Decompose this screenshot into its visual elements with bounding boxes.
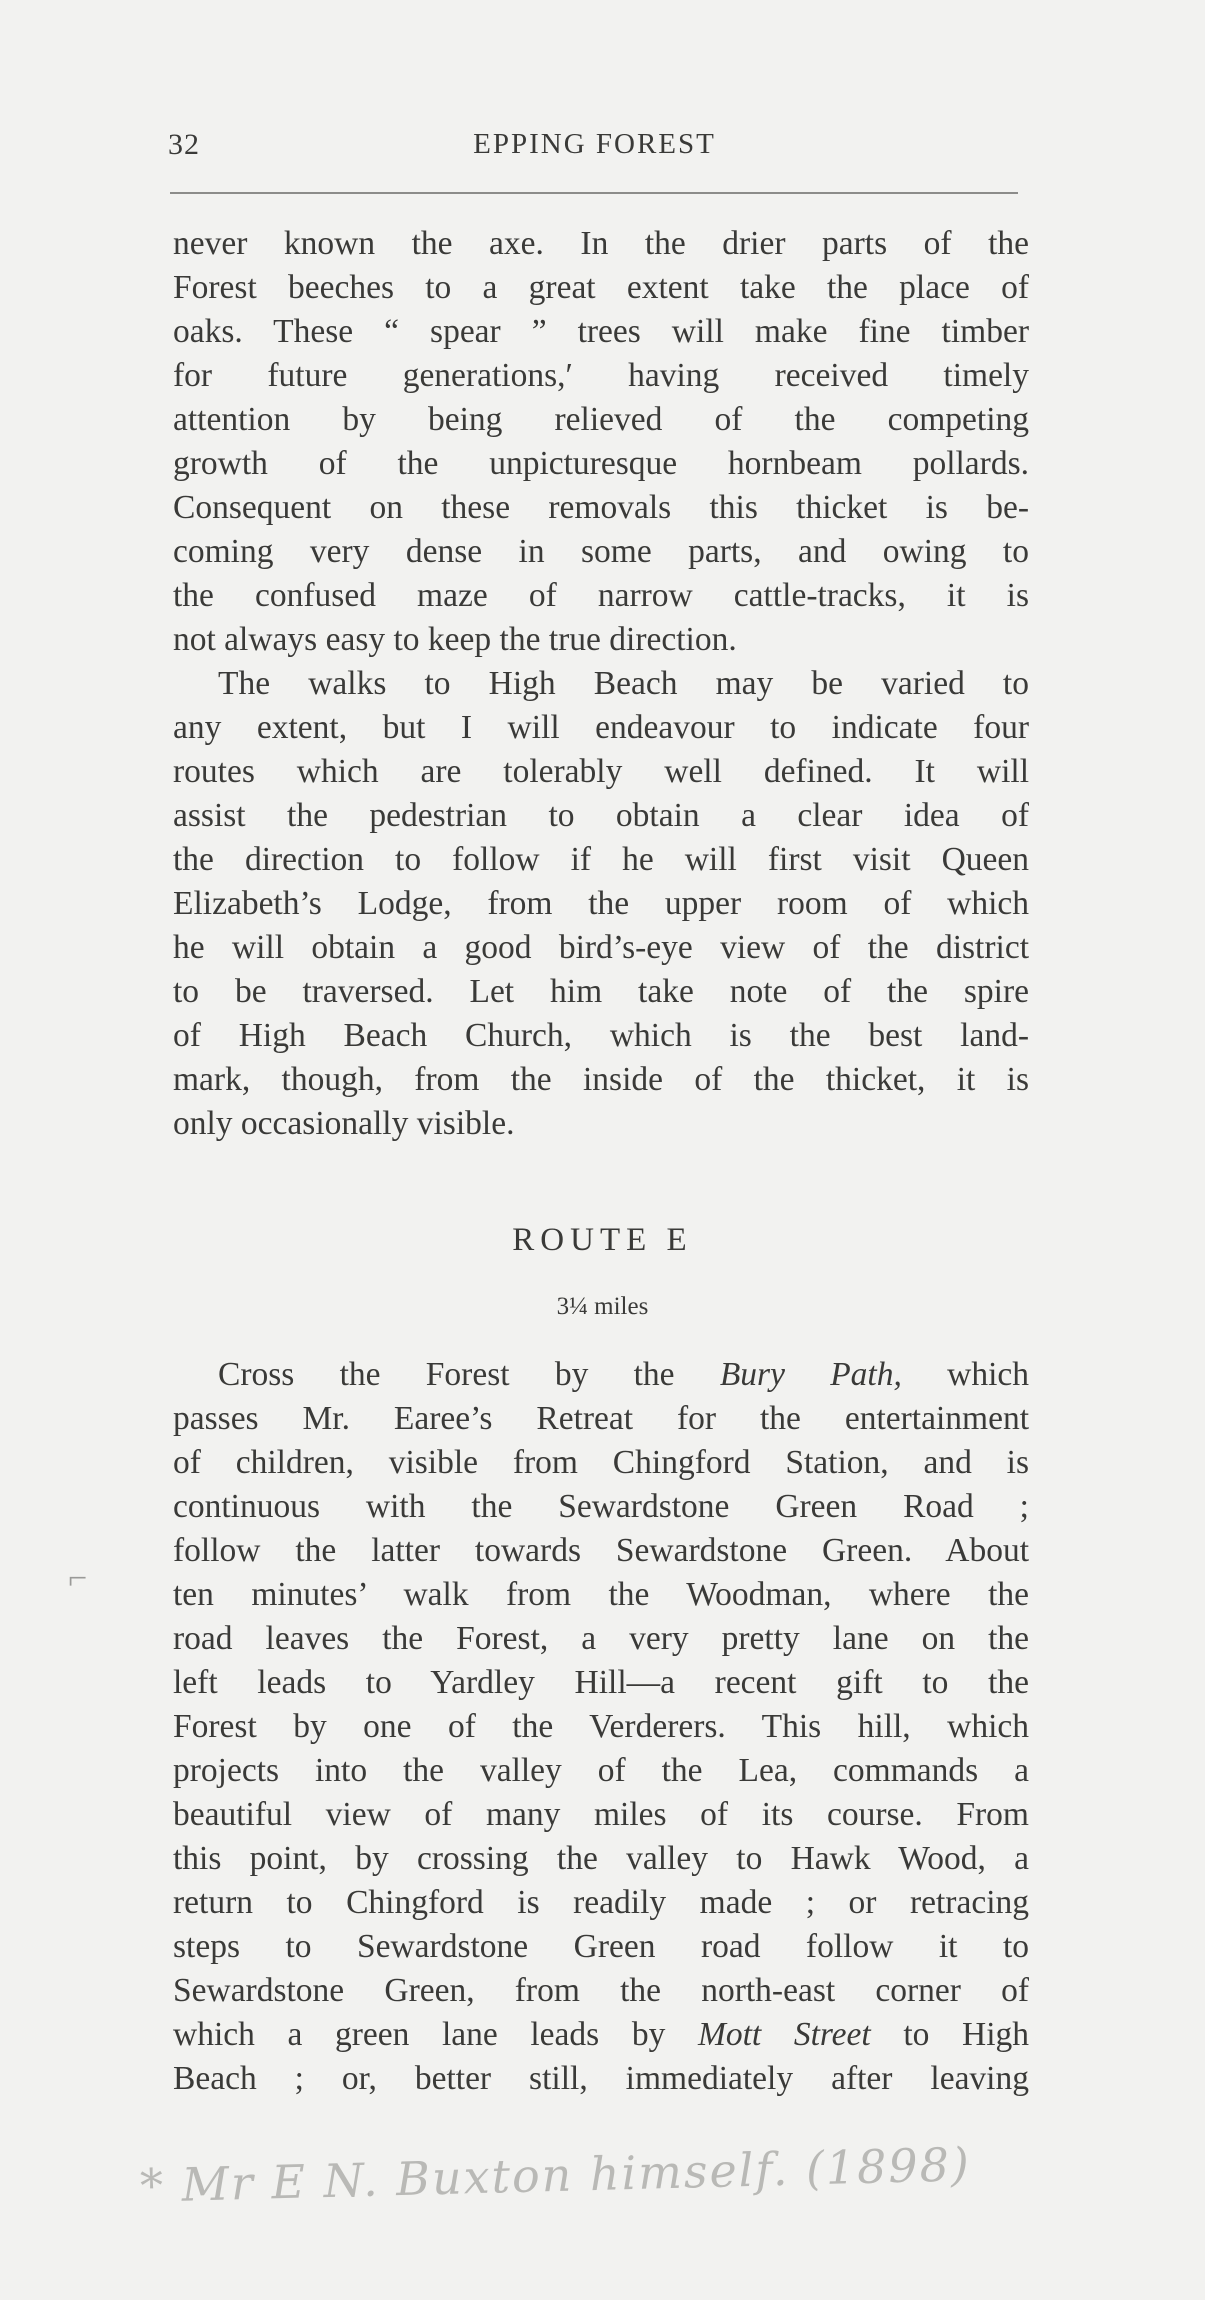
text-line: to be traversed. Let him take note of the spire	[173, 973, 1029, 1010]
text-line: Consequent on these removals this thicket is be-	[173, 489, 1029, 526]
text-line: left leads to Yardley Hill—a recent gift to the	[173, 1664, 1029, 1701]
text-line: Beach ; or, better still, immediately after leaving	[173, 2060, 1029, 2097]
text-segment: to High	[870, 2016, 1029, 2053]
paragraph-2	[173, 662, 1029, 1146]
text-line: return to Chingford is readily made ; or retracing	[173, 1884, 1029, 1921]
text-line: any extent, but I will endeavour to indicate four	[173, 709, 1029, 746]
text-line: continuous with the Sewardstone Green Road ;	[173, 1488, 1029, 1525]
text-line: beautiful view of many miles of its course. From	[173, 1796, 1029, 1833]
text-line: Forest by one of the Verderers. This hill, which	[173, 1708, 1029, 1745]
text-line: projects into the valley of the Lea, commands a	[173, 1752, 1029, 1789]
text-segment: which	[901, 1356, 1029, 1393]
text-line: coming very dense in some parts, and owing to	[173, 533, 1029, 570]
text-line: for future generations,′ having received timely	[173, 357, 1029, 394]
text-line: passes Mr. Earee’s Retreat for the entertainment	[173, 1400, 1029, 1437]
text-line: oaks. These “ spear ” trees will make fine timber	[173, 313, 1029, 350]
text-line: ten minutes’ walk from the Woodman, where the	[173, 1576, 1029, 1613]
text-line: The walks to High Beach may be varied to	[218, 665, 1029, 702]
text-line: assist the pedestrian to obtain a clear idea of	[173, 797, 1029, 834]
text-line: growth of the unpicturesque hornbeam pollards.	[173, 445, 1029, 482]
text-line: he will obtain a good bird’s-eye view of the district	[173, 929, 1029, 966]
text-line: the confused maze of narrow cattle-tracks, it is	[173, 577, 1029, 614]
text-line: routes which are tolerably well defined. It will	[173, 753, 1029, 790]
section-title: ROUTE E	[512, 1222, 693, 1258]
text-line	[173, 2013, 1029, 2057]
margin-pencil-mark: ⌐	[68, 1560, 88, 1597]
paragraph-3	[173, 1353, 1029, 2101]
page-header	[168, 128, 1021, 172]
text-line: Elizabeth’s Lodge, from the upper room of which	[173, 885, 1029, 922]
text-line: mark, though, from the inside of the thicket, it is	[173, 1061, 1029, 1098]
text-line: only occasionally visible.	[173, 1105, 515, 1142]
text-segment: which a green lane leads by	[173, 2016, 698, 2053]
text-line: Forest beeches to a great extent take the place of	[173, 269, 1029, 306]
text-line: never known the axe. In the drier parts of the	[173, 225, 1029, 262]
text-line: attention by being relieved of the competing	[173, 401, 1029, 438]
text-line: this point, by crossing the valley to Hawk Wood, a	[173, 1840, 1029, 1877]
running-title: EPPING FOREST	[473, 128, 716, 160]
text-line: steps to Sewardstone Green road follow it to	[173, 1928, 1029, 1965]
text-line: of children, visible from Chingford Station, and is	[173, 1444, 1029, 1481]
page-number: 32	[168, 128, 200, 161]
italic-place-name: Bury Path,	[719, 1356, 902, 1393]
route-distance: 3¼ miles	[556, 1293, 649, 1320]
text-line: Sewardstone Green, from the north-east corner of	[173, 1972, 1029, 2009]
text-line: the direction to follow if he will first visit Queen	[173, 841, 1029, 878]
italic-place-name: Mott Street	[697, 2016, 871, 2053]
text-segment: Cross the Forest by the	[218, 1356, 720, 1393]
text-line: of High Beach Church, which is the best land-	[173, 1017, 1029, 1054]
text-line: not always easy to keep the true direction.	[173, 621, 737, 658]
text-line	[173, 1353, 1029, 1397]
text-line: road leaves the Forest, a very pretty lane on the	[173, 1620, 1029, 1657]
handwritten-annotation: * Mr E N. Buxton himself. (1898)	[139, 2137, 972, 2213]
header-rule	[170, 192, 1018, 194]
paragraph-1	[173, 222, 1029, 662]
text-line: follow the latter towards Sewardstone Green. About	[173, 1532, 1029, 1569]
